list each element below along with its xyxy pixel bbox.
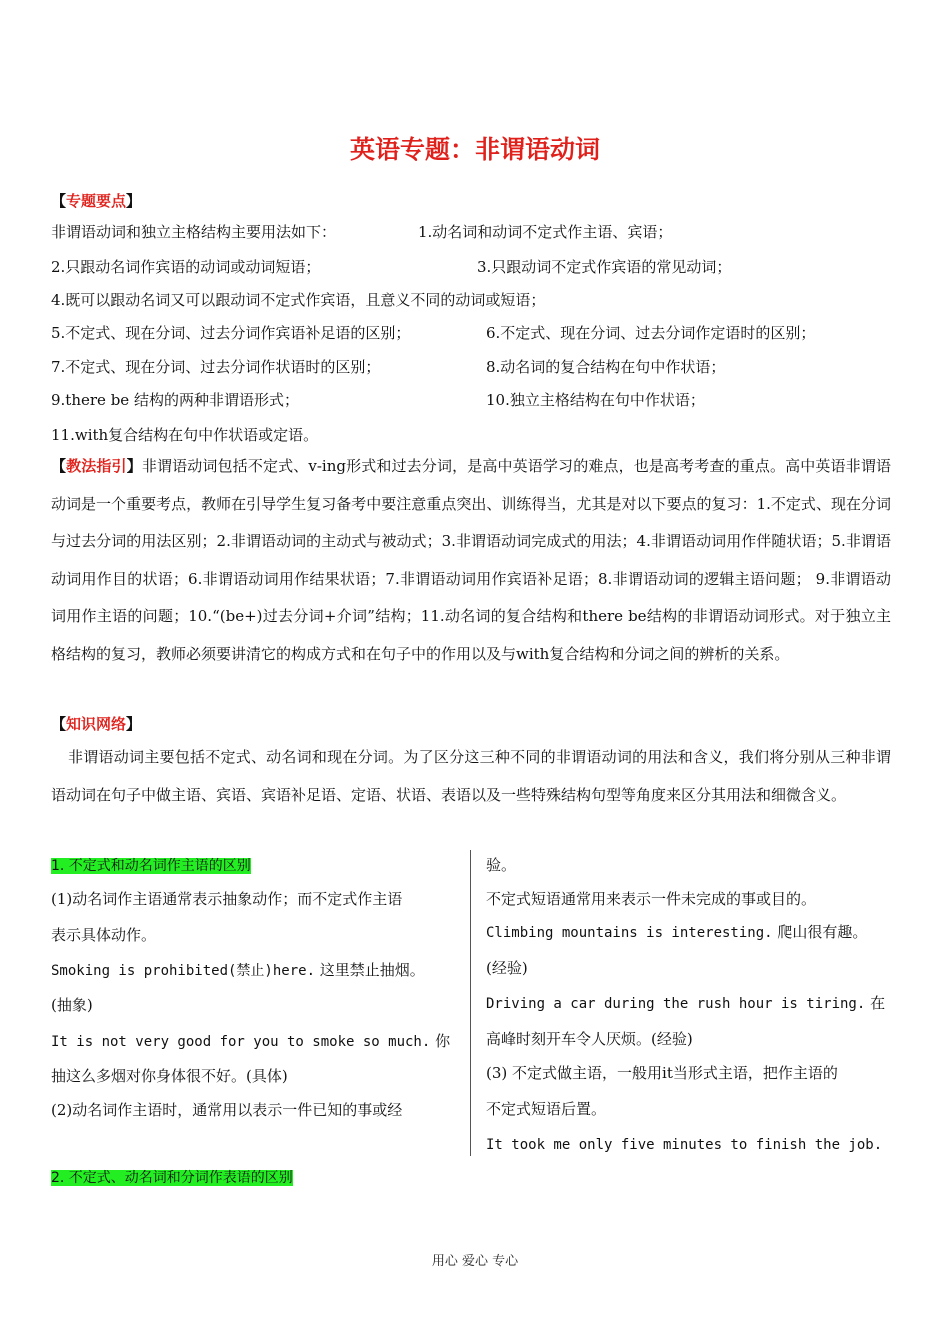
key-point-item: 7.不定式、现在分词、过去分词作状语时的区别；: [51, 358, 381, 376]
example-note: (抽象): [51, 996, 93, 1014]
teaching-paragraph: [51, 448, 891, 673]
right-text-line: 验。: [486, 856, 517, 874]
example-sentence: It took me only five minutes to finish the job.: [486, 1137, 883, 1153]
right-text-line: 不定式短语通常用来表示一件未完成的事或目的。: [486, 890, 817, 908]
key-point-item: 8.动名词的复合结构在句中作状语；: [486, 358, 726, 376]
key-point-item: 3.只跟动词不定式作宾语的常见动词；: [477, 258, 732, 276]
section-label: 教法指引: [66, 457, 127, 475]
example-translation: 高峰时刻开车令人厌烦。(经验): [486, 1030, 693, 1048]
key-point-item: 1.动名词和动词不定式作主语、宾语；: [418, 223, 673, 241]
network-paragraph: 非谓语动词主要包括不定式、动名词和现在分词。为了区分这三种不同的非谓语动词的用法和含义，我们将分别从三种非谓语动词在句子中做主语、宾语、宾语补足语、定语、状语、表语以及一些特殊结构句型等角度来区分其用法和细微含义。: [51, 748, 891, 804]
section-heading-teaching: 【教法指引】: [51, 457, 142, 475]
teaching-text: 非谓语动词包括不定式、v-ing形式和过去分词，是高中英语学习的难点，也是高考考查的重点。高中英语非谓语动词是一个重要考点，教师在引导学生复习备考中要注意重点突出、训练得当，尤其是对以下要点的复习：1.不定式、现在分词与过去分词的用法区别；2.非谓语动词的主动式与被动式；3.非谓语动词完成式的用法；4.非谓语动词用作伴随状语；5.非谓语动词用作目的状语；6.非谓语动词用作结果状语；7.非谓语动词用作宾语补足语；8.非谓语动词的逻辑主语问题； 9.非谓语动词用作主语的问题；10.“(be+)过去分词+介词”结构；11.动名词的复合结构和there be结构的非谓语动词形式。对于独立主格结构的复习，教师必须要讲清它的构成方式和在句子中的作用以及与with复合结构和分词之间的辨析的关系。: [51, 457, 891, 663]
left-text-line: (1)动名词作主语通常表示抽象动作；而不定式作主语: [51, 890, 403, 908]
example-sentence: Climbing mountains is interesting. 爬山很有趣。: [486, 923, 868, 941]
right-text-line: (3) 不定式做主语，一般用it当形式主语，把作主语的: [486, 1064, 838, 1082]
key-point-item: 9.there be 结构的两种非谓语形式；: [51, 391, 299, 409]
left-text-line: 表示具体动作。: [51, 926, 157, 944]
page-title: 英语专题：非谓语动词: [349, 135, 600, 164]
left-text-line: (2)动名词作主语时，通常用以表示一件已知的事或经: [51, 1101, 403, 1119]
section-heading-key-points: 【专题要点】: [51, 192, 142, 210]
key-point-item: 2.只跟动名词作宾语的动词或动词短语；: [51, 258, 321, 276]
subheading-2: 2. 不定式、动名词和分词作表语的区别: [51, 1170, 293, 1186]
key-point-item: 10.独立主格结构在句中作状语；: [486, 391, 705, 409]
key-point-item: 11.with复合结构在句中作状语或定语。: [51, 426, 319, 444]
key-point-item: 6.不定式、现在分词、过去分词作定语时的区别；: [486, 324, 816, 342]
key-point-item: 5.不定式、现在分词、过去分词作宾语补足语的区别；: [51, 324, 411, 342]
example-sentence: Driving a car during the rush hour is tiring. 在: [486, 994, 886, 1012]
example-translation: 抽这么多烟对你身体很不好。(具体): [51, 1067, 288, 1085]
example-note: (经验): [486, 959, 528, 977]
example-sentence: Smoking is prohibited(禁止)here. 这里禁止抽烟。: [51, 961, 425, 979]
section-label: 知识网络: [66, 715, 127, 733]
subheading-1: 1. 不定式和动名词作主语的区别: [51, 858, 251, 874]
example-sentence: It is not very good for you to smoke so much. 你: [51, 1032, 451, 1050]
key-point-item: 4.既可以跟动名词又可以跟动词不定式作宾语，且意义不同的动词或短语；: [51, 291, 546, 309]
right-text-line: 不定式短语后置。: [486, 1100, 607, 1118]
section-label: 专题要点: [66, 192, 127, 210]
section-heading-network: 【知识网络】: [51, 715, 142, 733]
key-points-intro: 非谓语动词和独立主格结构主要用法如下：: [51, 223, 337, 241]
page-footer: 用心 爱心 专心: [431, 1254, 519, 1269]
column-divider: [470, 850, 471, 1156]
